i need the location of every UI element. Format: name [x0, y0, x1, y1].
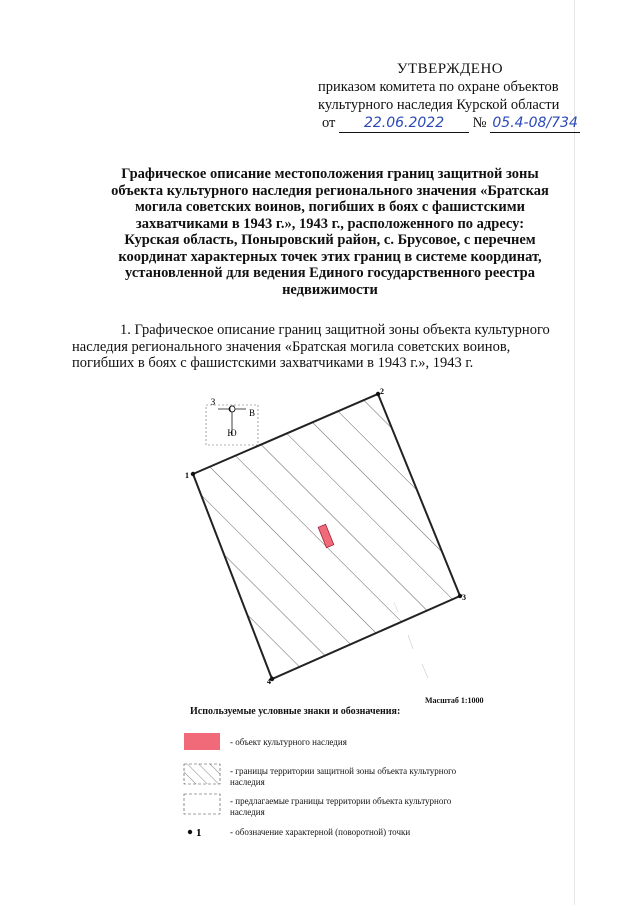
point-4 [267, 677, 274, 686]
title-line: недвижимости [282, 281, 378, 298]
compass-north: С [228, 404, 236, 414]
legend-swatch-proposed [184, 794, 220, 814]
point-3-label: 3 [462, 593, 466, 602]
compass-south: Ю [227, 428, 237, 438]
legend-swatch-zone [184, 764, 220, 784]
faint-mark [408, 635, 413, 649]
approval-heading: УТВЕРЖДЕНО [396, 61, 504, 77]
title-line: Курская область, Поныровский район, с. Брусовое, с перечнем [124, 232, 536, 248]
compass-west: З [210, 397, 216, 407]
approval-line-1: приказом комитета по охране объектов [318, 79, 559, 95]
title-line: объекта культурного наследия регионального значения «Братская [111, 182, 549, 199]
title-line: Графическое описание местоположения границ защитной зоны [121, 166, 539, 182]
title-line: координат характерных точек этих границ в системе координат, [118, 248, 542, 265]
legend-label: - границы территории защитной зоны объекта культурного наследия [230, 766, 457, 787]
point-1 [185, 471, 195, 480]
paragraph-line: 1. Графическое описание границ защитной зоны объекта культурного [120, 322, 550, 338]
legend-label: - объект культурного наследия [230, 737, 347, 747]
point-1-marker [191, 472, 195, 476]
legend-point-marker [188, 830, 192, 834]
point-3 [458, 593, 466, 602]
legend-point-number: 1 [196, 827, 202, 839]
point-4-label: 4 [267, 677, 271, 686]
from-label: от [322, 115, 336, 131]
legend-title: Используемые условные знаки и обозначения: [190, 706, 401, 717]
legend-label: - предлагаемые границы территории объекта культурного наследия [230, 796, 452, 817]
point-2-label: 2 [380, 387, 384, 396]
legend-swatch-object [184, 733, 220, 750]
compass [206, 397, 258, 445]
title-line: захватчиками в 1943 г.», 1943 г., расположенного по адресу: [135, 215, 525, 232]
title-line: могила советских воинов, погибших в боях с фашистскими [135, 199, 525, 215]
faint-mark [422, 664, 428, 678]
legend-label: - обозначение характерной (поворотной) точки [230, 827, 411, 837]
number-label: № [472, 115, 487, 131]
map-scale: Масштаб 1:1000 [425, 696, 484, 705]
title-line: установленной для ведения Единого государственного реестра [125, 265, 535, 281]
handwritten-number: 05.4-08/734 [492, 115, 578, 131]
point-1-label: 1 [185, 471, 189, 480]
paragraph-line: наследия регионального значения «Братская могила советских воинов, [72, 338, 511, 355]
point-2 [376, 387, 384, 396]
paragraph-line: погибших в боях с фашистскими захватчиками в 1943 г.», 1943 г. [72, 355, 474, 371]
handwritten-date: 22.06.2022 [363, 115, 445, 131]
approval-line-2: культурного наследия Курской области [318, 97, 560, 113]
compass-east: В [248, 408, 256, 418]
